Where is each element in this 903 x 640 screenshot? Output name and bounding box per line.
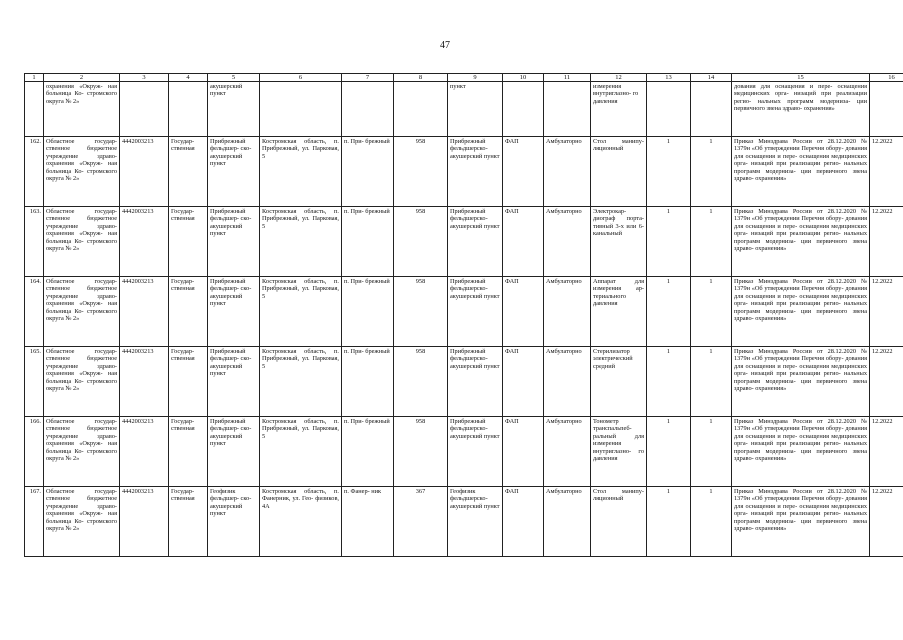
cell-settlement: п. Фанер- ник — [342, 487, 394, 557]
header-cell: 13 — [647, 74, 691, 82]
continued-row — [25, 82, 903, 137]
cell-qty1: 1 — [647, 277, 691, 347]
cell-facility: Прибрежный фельдшер- ско- акушерский пункт — [208, 207, 260, 277]
cell-ownership: Государ- ственная — [169, 137, 208, 207]
cell-facility: Прибрежный фельдшер- ско- акушерский пункт — [208, 347, 260, 417]
cell-type: ФАП — [503, 207, 544, 277]
cell-qty1: 1 — [647, 137, 691, 207]
cell-address: Костромская область, п. Прибрежный, ул. Парковая, 5 — [260, 207, 342, 277]
cell-date: 12.2022 — [870, 487, 903, 557]
cell-inn: 4442003213 — [120, 207, 169, 277]
cell-equipment: Аппарат для измерения ар- териального давления — [591, 277, 647, 347]
cell-basis: Приказ Минздрава России от 28.12.2020 № 1379н «Об утверждении Перечня обору- дования для оснащения и пере- оснащения медицинских орга- низаций при реализации регио- нальных программ модерниза- ции первичного звена здраво- охранения» — [732, 487, 870, 557]
cell-date: 12.2022 — [870, 347, 903, 417]
cell-org: охранения «Окруж- ная больница Ко- стромского округа № 2» — [44, 82, 120, 137]
cell-inn: 4442003213 — [120, 347, 169, 417]
cell-equipment: Стол манипу- ляционный — [591, 487, 647, 557]
cell-population: 958 — [394, 417, 448, 487]
cell-facility: Прибрежный фельдшер- ско- акушерский пункт — [208, 277, 260, 347]
header-cell: 12 — [591, 74, 647, 82]
table-row — [25, 207, 903, 277]
cell-num: 167. — [25, 487, 44, 557]
header-cell: 8 — [394, 74, 448, 82]
cell-mode: Амбулаторно — [544, 207, 591, 277]
equipment-table — [24, 73, 903, 557]
cell-mode: Амбулаторно — [544, 487, 591, 557]
cell-population: 958 — [394, 277, 448, 347]
cell-date: 12.2022 — [870, 137, 903, 207]
cell-address: Костромская область, п. Фанерник, ул. Гео- физиков, 4А — [260, 487, 342, 557]
cell-equipment: Стерилизатор электрический средний — [591, 347, 647, 417]
cell-address: Костромская область, п. Прибрежный, ул. Парковая, 5 — [260, 137, 342, 207]
cell-num — [25, 82, 44, 137]
header-cell: 10 — [503, 74, 544, 82]
header-cell: 6 — [260, 74, 342, 82]
cell-date: 12.2022 — [870, 207, 903, 277]
cell-basis: дования для оснащения и пере- оснащения медицинских орга- низаций при реализации регио- нальных программ модерниза- ции первичного звена здраво- охранения» — [732, 82, 870, 137]
cell-qty1: 1 — [647, 207, 691, 277]
cell-facility: Геофизик фельдшер- ско- акушерский пункт — [208, 487, 260, 557]
cell-ownership: Государ- ственная — [169, 277, 208, 347]
cell-population: 958 — [394, 207, 448, 277]
cell-mode: Амбулаторно — [544, 347, 591, 417]
cell-ownership: Государ- ственная — [169, 347, 208, 417]
header-cell: 3 — [120, 74, 169, 82]
cell-settlement: п. При- брежный — [342, 207, 394, 277]
cell-population — [394, 82, 448, 137]
cell-qty2 — [691, 82, 732, 137]
cell-org: Областное государ- ственное бюджетное учреждение здраво- охранения «Окруж- ная больница Ко- стромского округа № 2» — [44, 487, 120, 557]
header-cell: 2 — [44, 74, 120, 82]
header-cell: 5 — [208, 74, 260, 82]
cell-unit: Прибрежный фельдшерско- акушерский пункт — [448, 277, 503, 347]
cell-org: Областное государ- ственное бюджетное учреждение здраво- охранения «Окруж- ная больница Ко- стромского округа № 2» — [44, 137, 120, 207]
cell-facility: Прибрежный фельдшер- ско- акушерский пункт — [208, 137, 260, 207]
header-cell: 15 — [732, 74, 870, 82]
cell-settlement: п. При- брежный — [342, 277, 394, 347]
page-number: 47 — [440, 40, 450, 51]
cell-mode — [544, 82, 591, 137]
table-row — [25, 417, 903, 487]
cell-num: 162. — [25, 137, 44, 207]
cell-type: ФАП — [503, 487, 544, 557]
table-row — [25, 277, 903, 347]
cell-equipment: Тонометр транспальпеб- ральный для измерения внутриглазно- го давления — [591, 417, 647, 487]
cell-mode: Амбулаторно — [544, 137, 591, 207]
cell-equipment: измерения внутриглазно- го давления — [591, 82, 647, 137]
cell-mode: Амбулаторно — [544, 277, 591, 347]
cell-facility: акушерский пункт — [208, 82, 260, 137]
cell-unit: Прибрежный фельдшерско- акушерский пункт — [448, 137, 503, 207]
cell-org: Областное государ- ственное бюджетное учреждение здраво- охранения «Окруж- ная больница Ко- стромского округа № 2» — [44, 417, 120, 487]
cell-type — [503, 82, 544, 137]
cell-settlement: п. При- брежный — [342, 417, 394, 487]
cell-unit: Геофизик фельдшерско- акушерский пункт — [448, 487, 503, 557]
cell-unit: Прибрежный фельдшерско- акушерский пункт — [448, 347, 503, 417]
cell-org: Областное государ- ственное бюджетное учреждение здраво- охранения «Окруж- ная больница Ко- стромского округа № 2» — [44, 347, 120, 417]
header-cell: 14 — [691, 74, 732, 82]
header-cell: 4 — [169, 74, 208, 82]
cell-qty2: 1 — [691, 417, 732, 487]
cell-basis: Приказ Минздрава России от 28.12.2020 № 1379н «Об утверждении Перечня обору- дования для оснащения и пере- оснащения медицинских орга- низаций при реализации регио- нальных программ модерниза- ции первичного звена здраво- охранения» — [732, 347, 870, 417]
cell-basis: Приказ Минздрава России от 28.12.2020 № 1379н «Об утверждении Перечня обору- дования для оснащения и пере- оснащения медицинских орга- низаций при реализации регио- нальных программ модерниза- ции первичного звена здраво- охранения» — [732, 277, 870, 347]
cell-mode: Амбулаторно — [544, 417, 591, 487]
cell-address: Костромская область, п. Прибрежный, ул. Парковая, 5 — [260, 347, 342, 417]
cell-population: 958 — [394, 137, 448, 207]
cell-inn: 4442003213 — [120, 137, 169, 207]
cell-address: Костромская область, п. Прибрежный, ул. Парковая, 5 — [260, 277, 342, 347]
cell-inn: 4442003213 — [120, 417, 169, 487]
cell-inn — [120, 82, 169, 137]
cell-qty2: 1 — [691, 207, 732, 277]
cell-settlement: п. При- брежный — [342, 347, 394, 417]
cell-type: ФАП — [503, 417, 544, 487]
cell-num: 165. — [25, 347, 44, 417]
cell-inn: 4442003213 — [120, 487, 169, 557]
table-row — [25, 137, 903, 207]
cell-population: 958 — [394, 347, 448, 417]
cell-qty1: 1 — [647, 487, 691, 557]
table-row — [25, 347, 903, 417]
header-cell: 9 — [448, 74, 503, 82]
cell-address — [260, 82, 342, 137]
table-row — [25, 487, 903, 557]
cell-basis: Приказ Минздрава России от 28.12.2020 № 1379н «Об утверждении Перечня обору- дования для оснащения и пере- оснащения медицинских орга- низаций при реализации регио- нальных программ модерниза- ции первичного звена здраво- охранения» — [732, 207, 870, 277]
cell-qty2: 1 — [691, 347, 732, 417]
cell-type: ФАП — [503, 347, 544, 417]
cell-ownership: Государ- ственная — [169, 417, 208, 487]
cell-inn: 4442003213 — [120, 277, 169, 347]
cell-ownership: Государ- ственная — [169, 487, 208, 557]
cell-qty1: 1 — [647, 347, 691, 417]
cell-ownership — [169, 82, 208, 137]
cell-num: 164. — [25, 277, 44, 347]
cell-num: 166. — [25, 417, 44, 487]
cell-qty2: 1 — [691, 487, 732, 557]
cell-date: 12.2022 — [870, 417, 903, 487]
cell-facility: Прибрежный фельдшер- ско- акушерский пункт — [208, 417, 260, 487]
cell-basis: Приказ Минздрава России от 28.12.2020 № 1379н «Об утверждении Перечня обору- дования для оснащения и пере- оснащения медицинских орга- низаций при реализации регио- нальных программ модерниза- ции первичного звена здраво- охранения» — [732, 417, 870, 487]
cell-num: 163. — [25, 207, 44, 277]
cell-settlement — [342, 82, 394, 137]
cell-qty2: 1 — [691, 137, 732, 207]
cell-basis: Приказ Минздрава России от 28.12.2020 № 1379н «Об утверждении Перечня обору- дования для оснащения и пере- оснащения медицинских орга- низаций при реализации регио- нальных программ модерниза- ции первичного звена здраво- охранения» — [732, 137, 870, 207]
cell-type: ФАП — [503, 137, 544, 207]
cell-unit: Прибрежный фельдшерско- акушерский пункт — [448, 417, 503, 487]
cell-qty2: 1 — [691, 277, 732, 347]
header-cell: 1 — [25, 74, 44, 82]
cell-org: Областное государ- ственное бюджетное учреждение здраво- охранения «Окруж- ная больница Ко- стромского округа № 2» — [44, 277, 120, 347]
cell-population: 367 — [394, 487, 448, 557]
cell-equipment: Электрокар- диограф порта- тивный 3-х или 6-канальный — [591, 207, 647, 277]
cell-type: ФАП — [503, 277, 544, 347]
cell-org: Областное государ- ственное бюджетное учреждение здраво- охранения «Окруж- ная больница Ко- стромского округа № 2» — [44, 207, 120, 277]
header-cell: 16 — [870, 74, 903, 82]
cell-unit: пункт — [448, 82, 503, 137]
cell-qty1: 1 — [647, 417, 691, 487]
header-row — [25, 74, 903, 82]
header-cell: 7 — [342, 74, 394, 82]
cell-date: 12.2022 — [870, 277, 903, 347]
header-cell: 11 — [544, 74, 591, 82]
cell-qty1 — [647, 82, 691, 137]
cell-unit: Прибрежный фельдшерско- акушерский пункт — [448, 207, 503, 277]
cell-settlement: п. При- брежный — [342, 137, 394, 207]
cell-date — [870, 82, 903, 137]
cell-equipment: Стол манипу- ляционный — [591, 137, 647, 207]
cell-ownership: Государ- ственная — [169, 207, 208, 277]
cell-address: Костромская область, п. Прибрежный, ул. Парковая, 5 — [260, 417, 342, 487]
